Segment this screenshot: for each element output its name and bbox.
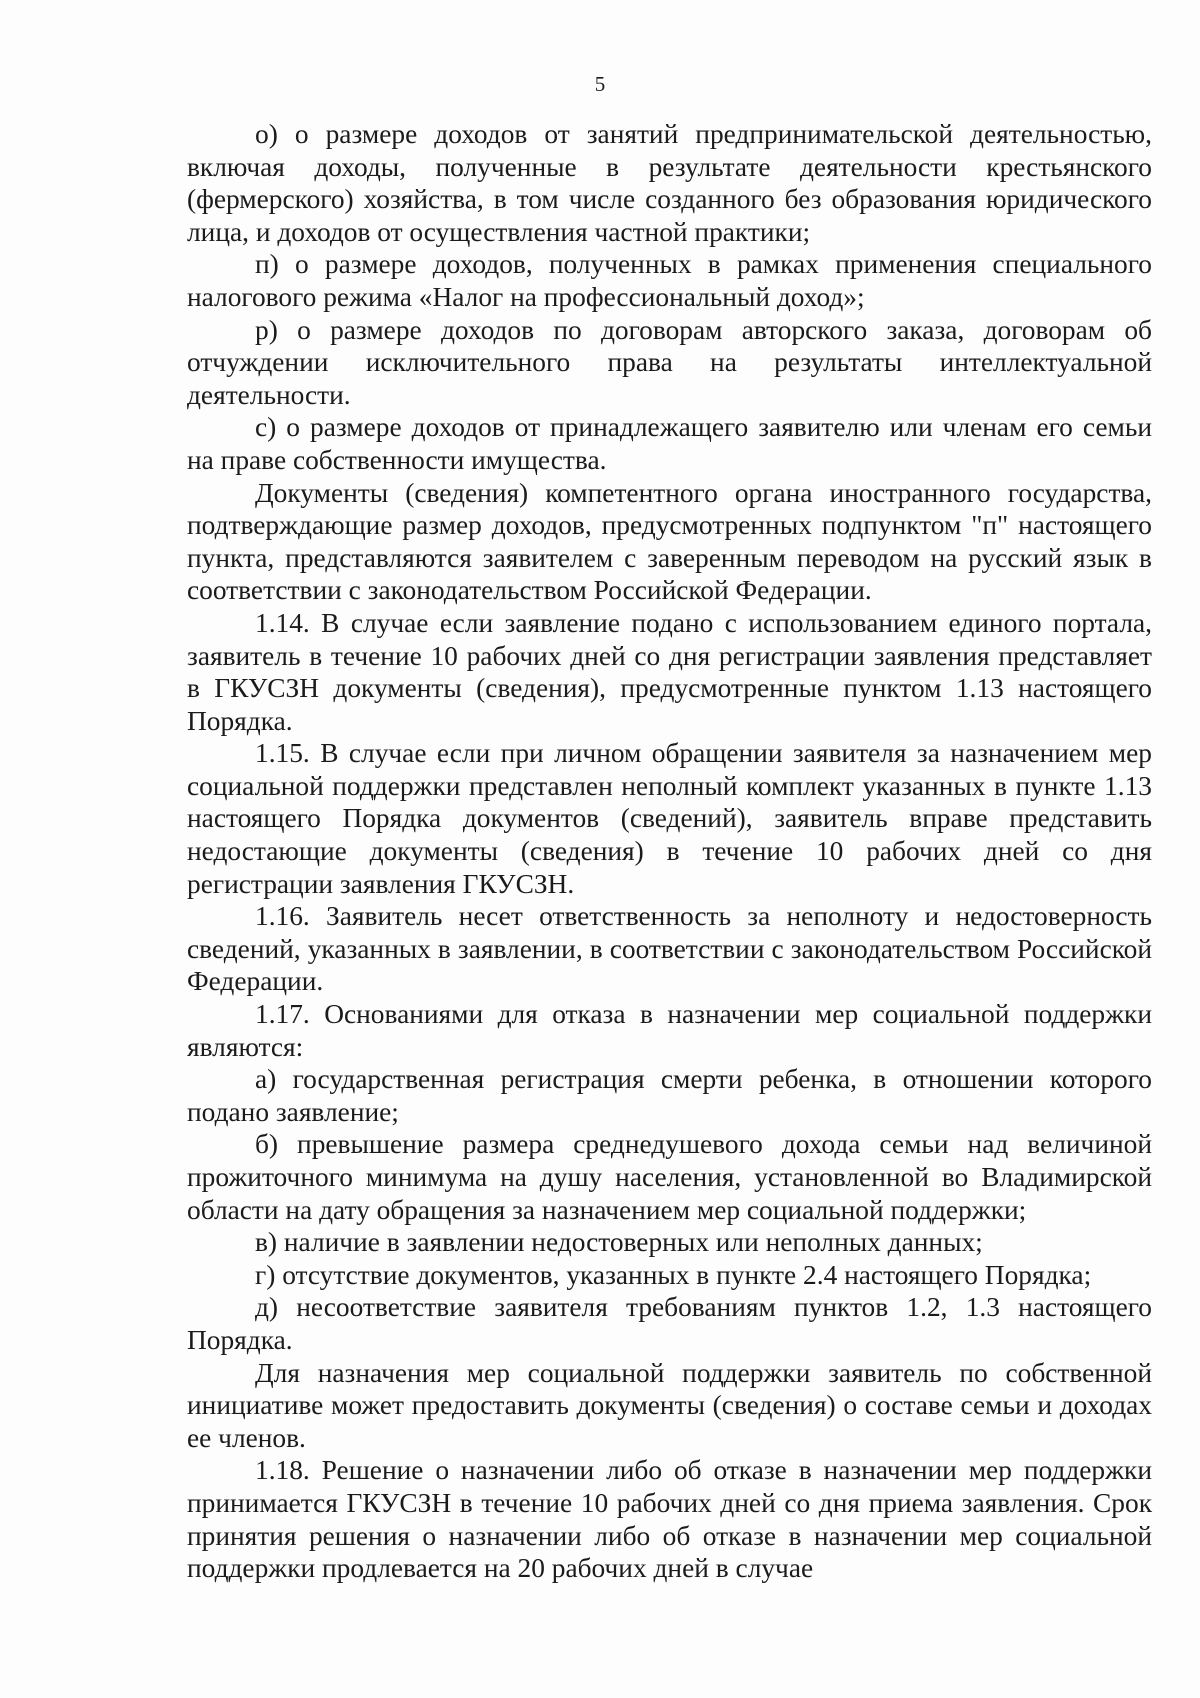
- paragraph-item-p: п) о размере доходов, полученных в рамках применения специального налогового режима «Налог на профессиональный доход»;: [187, 249, 1152, 312]
- paragraph-1-16: 1.16. Заявитель несет ответственность за неполноту и недостоверность сведений, указанных в заявлении, в соответствии с законодательством Российской Федерации.: [187, 901, 1152, 997]
- paragraph-reason-b: б) превышение размера среднедушевого дохода семьи над величиной прожиточного минимума на душу населения, установленной во Владимирской области на дату обращения за назначением мер социальной поддержки;: [187, 1129, 1152, 1225]
- paragraph-item-s: с) о размере доходов от принадлежащего заявителю или членам его семьи на праве собственности имущества.: [187, 412, 1152, 475]
- page-number: 5: [594, 72, 606, 96]
- paragraph-1-14: 1.14. В случае если заявление подано с использованием единого портала, заявитель в течение 10 рабочих дней со дня регистрации заявления представляет в ГКУСЗН документы (сведения), предусмотренные пунктом 1.13 настоящего Порядка.: [187, 607, 1152, 736]
- paragraph-item-r: р) о размере доходов по договорам авторского заказа, договорам об отчуждении исключительного права на результаты интеллектуальной деятельности.: [187, 314, 1152, 410]
- paragraph-reason-v: в) наличие в заявлении недостоверных или неполных данных;: [255, 1227, 983, 1258]
- paragraph-item-o: о) о размере доходов от занятий предпринимательской деятельностью, включая доходы, полученные в результате деятельности крестьянского (фермерского) хозяйства, в том числе созданного без образования юридического лица, и доходов от осуществления частной практики;: [187, 119, 1152, 247]
- document-body: [187, 118, 1152, 1585]
- paragraph-reason-d: д) несоответствие заявителя требованиям пунктов 1.2, 1.3 настоящего Порядка.: [187, 1292, 1152, 1355]
- paragraph-reason-g: г) отсутствие документов, указанных в пункте 2.4 настоящего Порядка;: [255, 1259, 1092, 1290]
- paragraph-1-17: 1.17. Основаниями для отказа в назначении мер социальной поддержки являются:: [187, 999, 1152, 1062]
- paragraph-reason-a: а) государственная регистрация смерти ребенка, в отношении которого подано заявление;: [187, 1064, 1152, 1127]
- paragraph-1-15: 1.15. В случае если при личном обращении заявителя за назначением мер социальной поддержки представлен неполный комплект указанных в пункте 1.13 настоящего Порядка документов (сведений), заявитель вправе представить недостающие документы (сведения) в течение 10 рабочих дней со дня регистрации заявления ГКУСЗН.: [187, 738, 1152, 899]
- paragraph-1-18: 1.18. Решение о назначении либо об отказе в назначении мер поддержки принимается ГКУСЗН в течение 10 рабочих дней со дня приема заявления. Срок принятия решения о назначении либо об отказе в назначении мер социальной поддержки продлевается на 20 рабочих дней в случае: [187, 1455, 1152, 1584]
- paragraph-foreign-documents: Документы (сведения) компетентного органа иностранного государства, подтверждающие размер доходов, предусмотренных подпунктом "п" настоящего пункта, представляются заявителем с заверенным переводом на русский язык в соответствии с законодательством Российской Федерации.: [187, 477, 1152, 606]
- paragraph-own-initiative: Для назначения мер социальной поддержки заявитель по собственной инициативе может предоставить документы (сведения) о составе семьи и доходах ее членов.: [187, 1357, 1152, 1453]
